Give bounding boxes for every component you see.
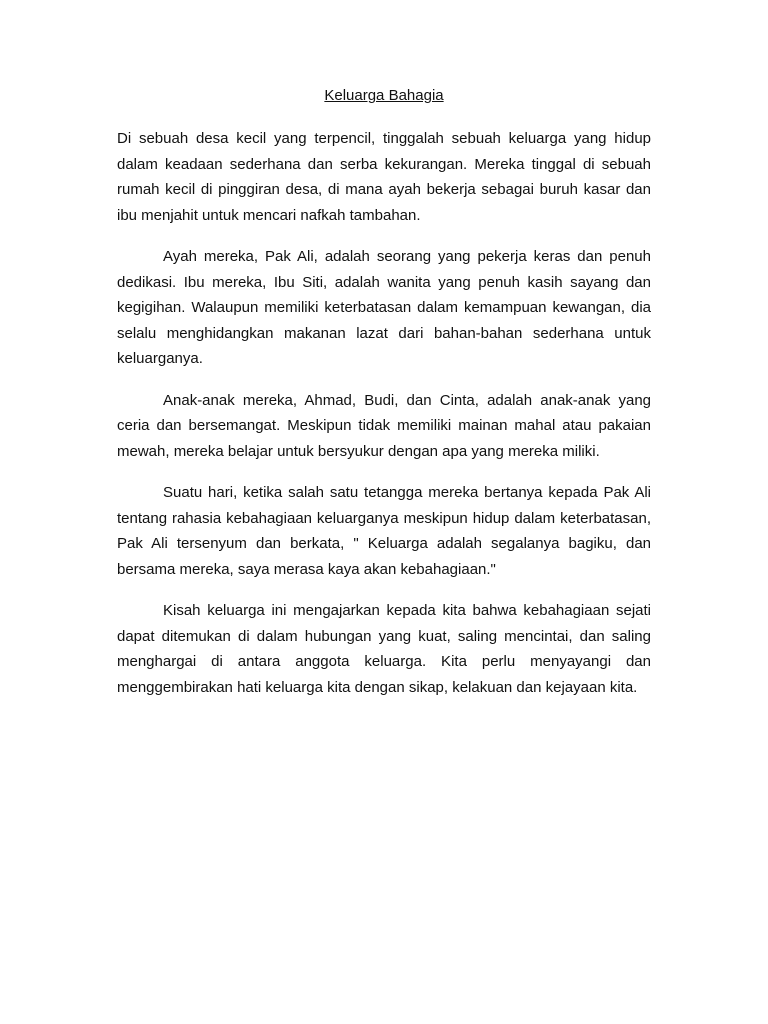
document-title: Keluarga Bahagia — [324, 87, 444, 104]
paragraph-2: Ayah mereka, Pak Ali, adalah seorang yang pekerja keras dan penuh dedikasi. Ibu mereka, Ibu Siti, adalah wanita yang penuh kasih sayang dan kegigihan. Walaupun memiliki keterbatasan dalam kemampuan kewangan, dia selalu menghidangkan makanan lazat dari bahan-bahan sederhana untuk keluarganya. — [117, 248, 651, 367]
paragraph-5: Kisah keluarga ini mengajarkan kepada kita bahwa kebahagiaan sejati dapat ditemukan di dalam hubungan yang kuat, saling mencintai, dan saling menghargai di antara anggota keluarga. Kita perlu menyayangi dan menggembirakan hati keluarga kita dengan sikap, kelakuan dan kejayaan kita. — [117, 602, 651, 696]
paragraph-1: Di sebuah desa kecil yang terpencil, tinggalah sebuah keluarga yang hidup dalam keadaan sederhana dan serba kekurangan. Mereka tinggal di sebuah rumah kecil di pinggiran desa, di mana ayah bekerja sebagai buruh kasar dan ibu menjahit untuk mencari nafkah tambahan. — [117, 130, 651, 224]
paragraph-3: Anak-anak mereka, Ahmad, Budi, dan Cinta, adalah anak-anak yang ceria dan bersemangat. Meskipun tidak memiliki mainan mahal atau pakaian mewah, mereka belajar untuk bersyukur dengan apa yang mereka miliki. — [117, 391, 651, 460]
paragraph-4: Suatu hari, ketika salah satu tetangga mereka bertanya kepada Pak Ali tentang rahasia kebahagiaan keluarganya meskipun hidup dalam keterbatasan, Pak Ali tersenyum dan berkata, " Keluarga adalah segalanya bagiku, dan bersama mereka, saya merasa kaya akan kebahagiaan." — [117, 484, 651, 578]
document-page — [117, 86, 651, 716]
